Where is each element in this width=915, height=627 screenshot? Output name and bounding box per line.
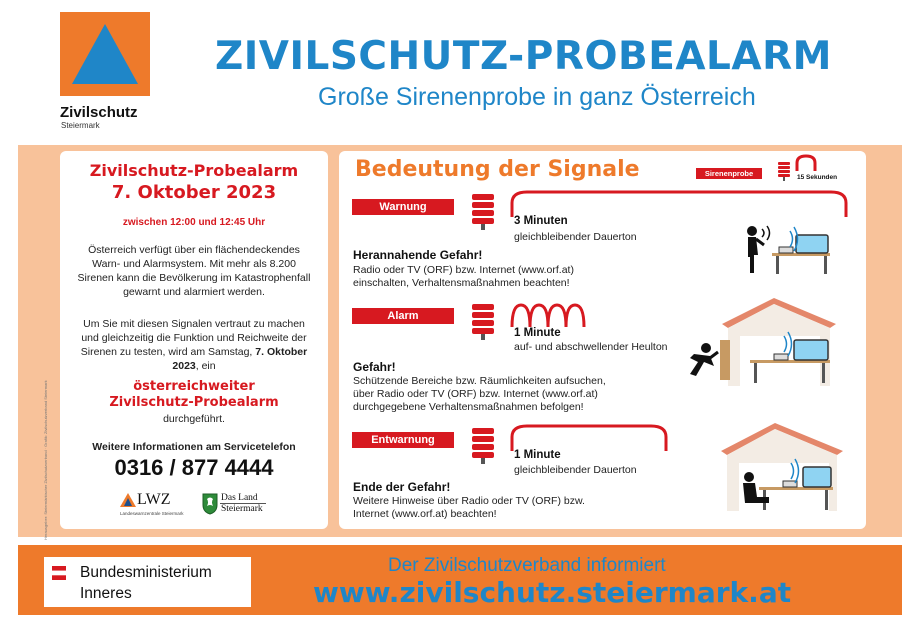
footer-info: Der Zivilschutzverband informiert [388,555,666,576]
info-paragraph-2-date: 7. Oktober 2023 [172,346,308,372]
info-paragraph-1: Österreich verfügt über ein flächendeckendes Warn- und Alarmsystem. Mit mehr als 8.200 Sirenen kann die Bevölkerung im Katastrophenfall gewarnt und alarmiert werden. [77,244,311,298]
person-resting-in-house-illustration [719,421,849,513]
signal-tone: gleichbleibender Dauerton [514,464,637,476]
signal-text [353,495,585,521]
page-subtitle: Große Sirenenprobe in ganz Österreich [318,83,756,111]
signal-badge-entwarnung: Entwarnung [352,432,454,448]
signal-duration: 1 Minute [514,449,561,461]
signal-text-line: über Radio oder TV (ORF) bzw. Internet (www.orf.at) [353,388,598,400]
legend-duration: 15 Sekunden [797,174,838,181]
info-card [60,151,328,529]
signal-text [353,375,606,414]
short-tone-arc-icon [794,153,818,173]
signal-text-line: Weitere Hinweise über Radio oder TV (ORF) bzw. [353,495,585,507]
lwz-triangle-icon [120,493,136,507]
signal-tone: gleichbleibender Dauerton [514,231,637,243]
info-highlight-line-1: österreichweiter [133,379,255,394]
footer-bar [18,545,902,615]
person-outdoors-illustration [734,221,834,277]
service-label: Weitere Informationen am Servicetelefon [92,441,296,453]
info-date: 7. Oktober 2023 [111,182,277,203]
info-title: Zivilschutz-Probealarm [89,161,299,180]
signal-text-line: Schützende Bereiche bzw. Räumlichkeiten aufsuchen, [353,375,606,387]
land-line-2: Steiermark [221,504,263,514]
siren-icon [777,161,791,181]
info-paragraph-2-end: , ein [195,360,216,372]
land-line-1: Das Land [221,493,258,503]
ministry-line-2: Inneres [80,585,132,602]
land-text [221,493,263,515]
info-paragraph-2-text: Um Sie mit diesen Signalen vertraut zu machen und gleichzeitig die Funktion und Reichweite der Sirenen zu testen, wird am Samstag, [80,318,307,358]
signal-badge-alarm: Alarm [352,308,454,324]
siren-icon [471,302,495,340]
service-phone[interactable]: 0316 / 877 4444 [114,455,274,480]
info-done: durchgeführt. [163,413,225,425]
signal-text [353,264,574,290]
info-highlight-line-2: Zivilschutz-Probealarm [109,395,279,410]
land-steiermark-logo [202,491,266,521]
info-paragraph-2 [74,317,314,373]
siren-icon [471,192,495,230]
siren-icon [471,426,495,464]
lwz-subtitle: Landeswarnzentrale Steiermark [120,511,184,516]
person-running-into-house-illustration [684,296,844,388]
signal-text-line: durchgegebene Verhaltensmaßnahmen befolgen! [353,401,584,413]
signals-card [339,151,866,529]
signal-duration: 3 Minuten [514,215,568,227]
lwz-name: LWZ [137,491,171,508]
info-time: zwischen 12:00 und 12:45 Uhr [122,217,266,228]
signal-headline: Gefahr! [353,360,396,374]
blue-triangle-icon [70,22,140,86]
signal-text-line: Radio oder TV (ORF) bzw. Internet (www.orf.at) [353,264,574,276]
signal-headline: Herannahende Gefahr! [353,248,483,262]
ministry-logo [44,557,251,607]
signal-badge-warnung: Warnung [352,199,454,215]
signals-title: Bedeutung der Signale [355,157,640,182]
austria-flag-icon [52,566,66,580]
logo-subtitle: Steiermark [61,121,100,130]
page-title: ZIVILSCHUTZ-PROBEALARM [215,34,832,79]
crest-icon [202,493,218,515]
signal-headline: Ende der Gefahr! [353,480,451,494]
imprint-text: Herausgeber: Steiermärkischer Zivilschutzverband · Grafik: Zivilschutzverband Steiermark [43,380,48,540]
ministry-line-1: Bundesministerium [80,564,212,581]
legend-badge: Sirenenprobe [696,168,762,179]
logo-name: Zivilschutz [60,104,138,121]
lwz-logo [120,491,192,521]
signal-duration: 1 Minute [514,327,561,339]
zivilschutz-logo [60,12,150,96]
land-divider [220,503,266,504]
signal-tone: auf- und abschwellender Heulton [514,341,668,353]
signal-text-line: Internet (www.orf.at) beachten! [353,508,497,520]
footer-url-link[interactable]: www.zivilschutz.steiermark.at [313,576,792,609]
signal-text-line: einschalten, Verhaltensmaßnahmen beachten! [353,277,570,289]
info-highlight [60,379,328,411]
